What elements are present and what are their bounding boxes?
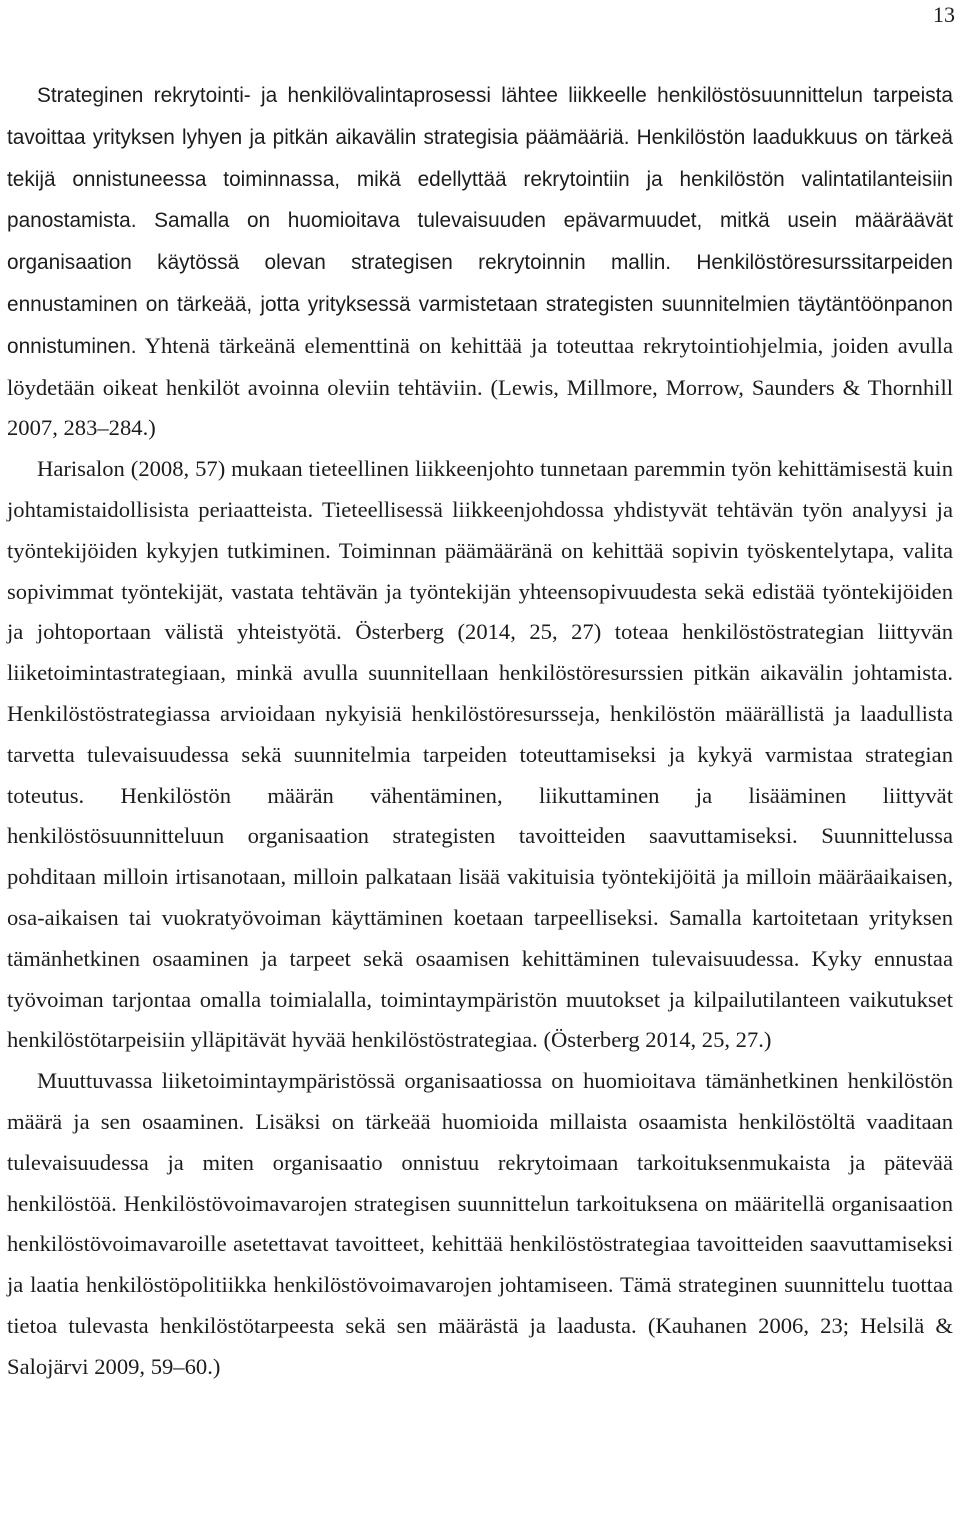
paragraph-text: Strateginen rekrytointi- ja henkilövalintaprosessi lähtee liikkeelle henkilöstösuunnittelun tarpeista tavoittaa yrityksen lyhyen ja pitkän aikavälin strategisia päämääriä. Henkilöstön laadukkuus on tärkeä tekijä onnistuneessa toiminnassa, mikä edellyttää rekrytointiin ja henkilöstön valintatilanteisiin panostamista. Samalla on huomioitava tulevaisuuden epävarmuudet, mitkä usein määräävät organisaation käytössä olevan strategisen rekrytoinnin mallin. Henkilöstöresurssitarpeiden ennustaminen on tärkeää, jotta yrityksessä varmistetaan strategisten suunnitelmien täytäntöönpanon onnistuminen.	[7, 84, 953, 358]
paragraph-text: Muuttuvassa liiketoimintaympäristössä organisaatiossa on huomioitava tämänhetkinen henkilöstön määrä ja sen osaaminen. Lisäksi on tärkeää huomioida millaista osaamista henkilöstöltä vaaditaan tulevaisuudessa ja miten organisaatio onnistuu rekrytoimaan tarkoituksenmukaista ja pätevää henkilöstöä. Henkilöstövoimavarojen strategisen suunnittelun tarkoituksena on määritellä organisaation henkilöstövoimavaroille asetettavat tavoitteet, kehittää henkilöstöstrategiaa tavoitteiden saavuttamiseksi ja laatia henkilöstöpolitiikka henkilöstövoimavarojen johtamiseen. Tämä strateginen suunnittelu tuottaa tietoa tulevasta henkilöstötarpeesta sekä sen määrästä ja laadusta. (Kauhanen 2006, 23; Helsilä & Salojärvi 2009, 59–60.)	[7, 1068, 953, 1379]
paragraph-text: Yhtenä tärkeänä elementtinä on kehittää ja toteuttaa rekrytointiohjelmia, joiden avulla löydetään oikeat henkilöt avoinna oleviin tehtäviin. (Lewis, Millmore, Morrow, Saunders & Thornhill 2007, 283–284.)	[7, 332, 953, 441]
paragraph	[7, 75, 953, 449]
paragraph	[7, 449, 953, 1061]
paragraph-text: Harisalon (2008, 57) mukaan tieteellinen liikkeenjohto tunnetaan paremmin työn kehittämisestä kuin johtamistaidollisista periaatteista. Tieteellisessä liikkeenjohdossa yhdistyvät tehtävän työn analyysi ja työntekijöiden kykyjen tutkiminen. Toiminnan päämääränä on kehittää sopivin työskentelytapa, valita sopivimmat työntekijät, vastata tehtävän ja työntekijän yhteensopivuudesta sekä edistää työntekijöiden ja johtoportaan välistä yhteistyötä. Österberg (2014, 25, 27) toteaa henkilöstöstrategian liittyvän liiketoimintastrategiaan, minkä avulla suunnitellaan henkilöstöresurssien pitkän aikavälin johtamista. Henkilöstöstrategiassa arvioidaan nykyisiä henkilöstöresursseja, henkilöstön määrällistä ja laadullista tarvetta tulevaisuudessa sekä suunnitelmia tarpeiden toteuttamiseksi ja kykyä varmistaa strategian toteutus. Henkilöstön määrän vähentäminen, liikuttaminen ja lisääminen liittyvät henkilöstösuunnitteluun organisaation strategisten tavoitteiden saavuttamiseksi. Suunnittelussa pohditaan milloin irtisanotaan, milloin palkataan lisää vakituisia työntekijöitä ja milloin määräaikaisen, osa-aikaisen tai vuokratyövoiman käyttäminen koetaan tarpeelliseksi. Samalla kartoitetaan yrityksen tämänhetkinen osaaminen ja tarpeet sekä osaamisen kehittäminen tulevaisuudessa. Kyky ennustaa työvoiman tarjontaa omalla toimialalla, toimintaympäristön muutokset ja kilpailutilanteen vaikutukset henkilöstötarpeisiin ylläpitävät hyvää henkilöstöstrategiaa. (Österberg 2014, 25, 27.)	[7, 456, 953, 1053]
body-text	[7, 75, 953, 1388]
page-number: 13	[933, 2, 955, 27]
paragraph	[7, 1061, 953, 1387]
